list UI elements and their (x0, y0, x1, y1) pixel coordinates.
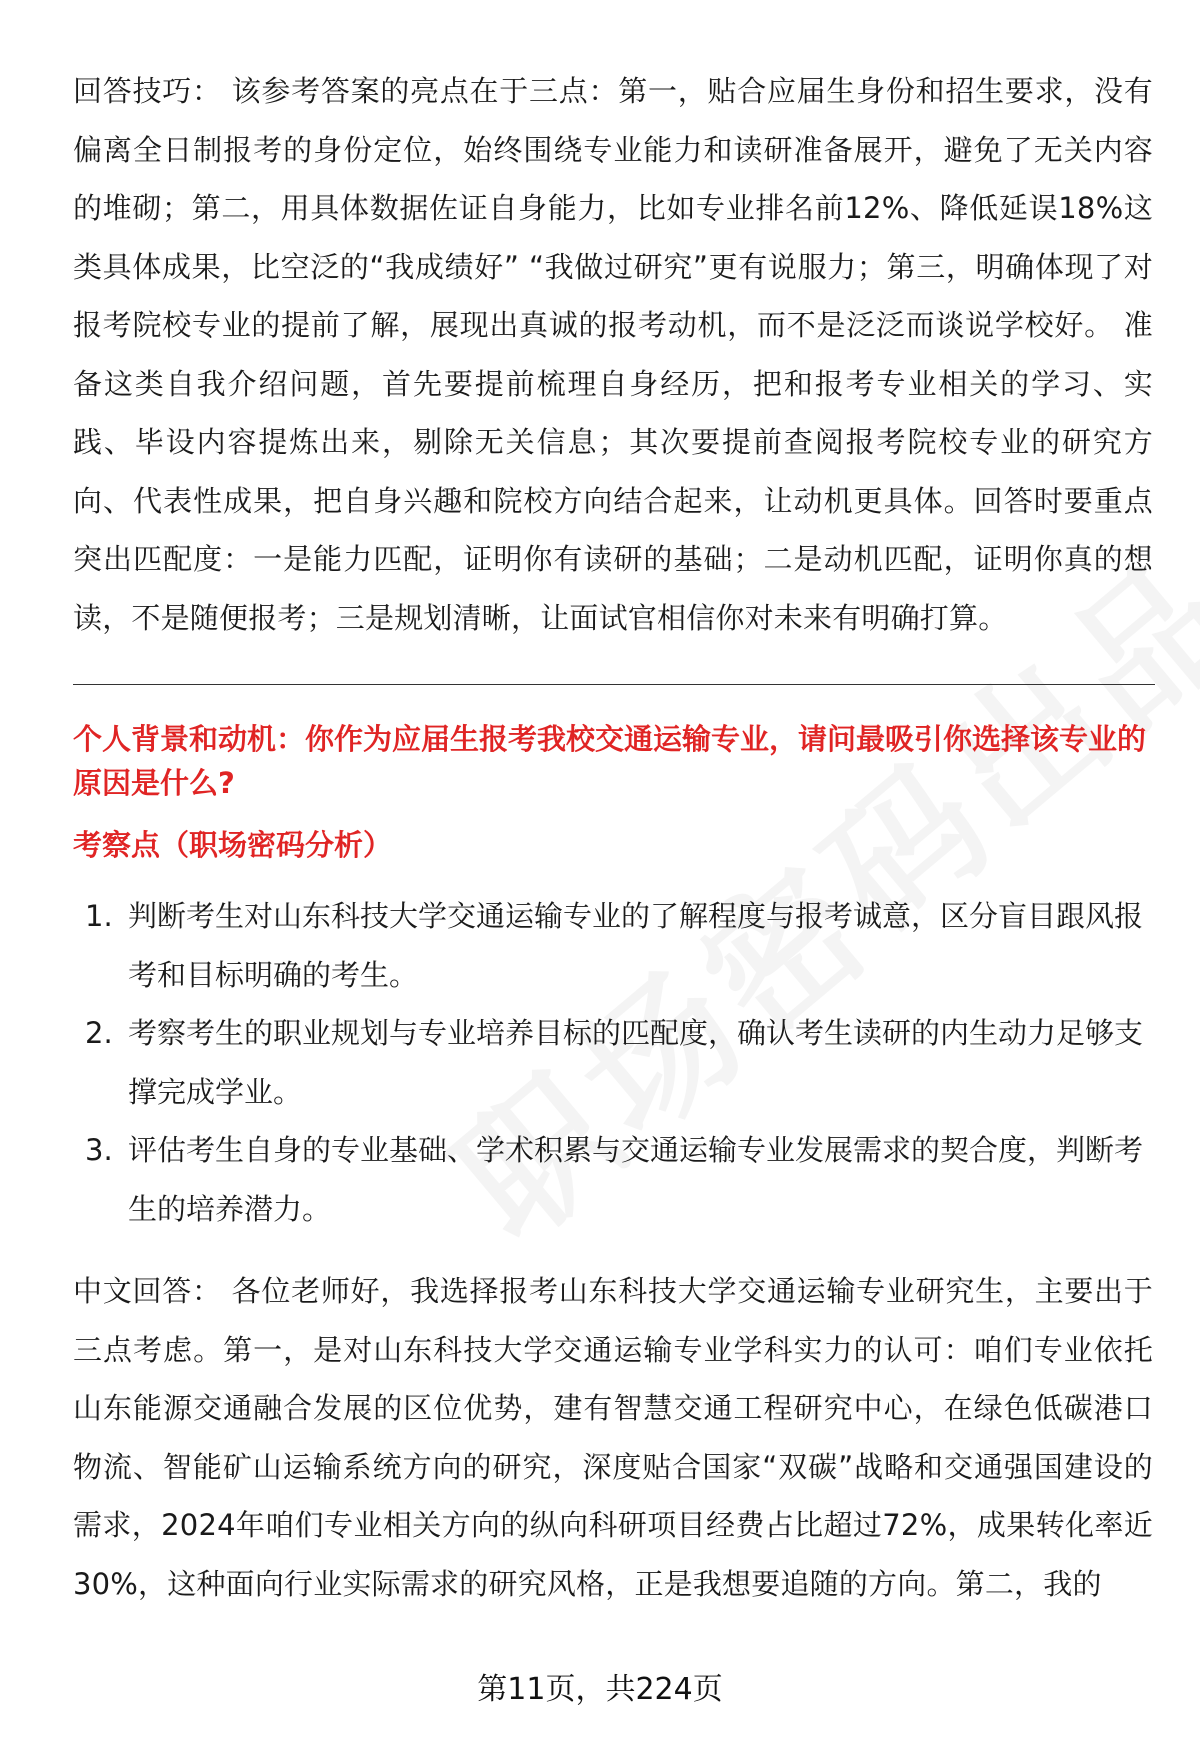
list-item (73, 887, 1153, 1004)
list-item-number: 1. (85, 899, 113, 933)
content (73, 62, 1153, 1613)
list-item (73, 1121, 1153, 1238)
answer-text: 各位老师好，我选择报考山东科技大学交通运输专业研究生，主要出于三点考虑。第一，是对山东科技大学交通运输专业学科实力的认可：咱们专业依托山东能源交通融合发展的区位优势，建有智慧交通工程研究中心，在绿色低碳港口物流、智能矿山运输系统方向的研究，深度贴合国家“双碳”战略和交通强国建设的需求，2024年咱们专业相关方向的纵向科研项目经费占比超过72%，成果转化率近30%，这种面向行业实际需求的研究风格，正是我想要追随的方向。第二，我的 (73, 1274, 1153, 1601)
list-item-number: 3. (85, 1133, 113, 1167)
answer-label: 中文回答： (73, 1274, 222, 1308)
tips-label: 回答技巧： (73, 74, 222, 108)
exam-points-list (73, 887, 1153, 1238)
list-item (73, 1004, 1153, 1121)
tips-text: 该参考答案的亮点在于三点：第一，贴合应届生身份和招生要求，没有偏离全日制报考的身份定位，始终围绕专业能力和读研准备展开，避免了无关内容的堆砌；第二，用具体数据佐证自身能力，比如专业排名前12%、降低延误18%这类具体成果，比空泛的“我成绩好” “我做过研究”更有说服力；第三，明确体现了对报考院校专业的提前了解，展现出真诚的报考动机，而不是泛泛而谈说学校好。 准备这类自我介绍问题，首先要提前梳理自身经历，把和报考专业相关的学习、实践、毕设内容提炼出来，剔除无关信息；其次要提前查阅报考院校专业的研究方向、代表性成果，把自身兴趣和院校方向结合起来，让动机更具体。回答时要重点突出匹配度：一是能力匹配，证明你有读研的基础；二是动机匹配，证明你真的想读，不是随便报考；三是规划清晰，让面试官相信你对未来有明确打算。 (73, 74, 1153, 635)
question-heading: 个人背景和动机：你作为应届生报考我校交通运输专业，请问最吸引你选择该专业的原因是什么? (73, 722, 1147, 800)
list-item-text: 判断考生对山东科技大学交通运输专业的了解程度与报考诚意，区分盲目跟风报考和目标明确的考生。 (128, 899, 1144, 992)
answer-paragraph (73, 1262, 1153, 1613)
list-item-text: 评估考生自身的专业基础、学术积累与交通运输专业发展需求的契合度，判断考生的培养潜力。 (128, 1133, 1144, 1226)
exam-points-heading: 考察点（职场密码分析） (73, 828, 393, 862)
list-item-text: 考察考生的职业规划与专业培养目标的匹配度，确认考生读研的内生动力足够支撑完成学业。 (128, 1016, 1144, 1109)
section-divider (73, 684, 1155, 685)
list-item-number: 2. (85, 1016, 113, 1050)
page-number-footer: 第11页，共224页 (477, 1672, 723, 1707)
tips-paragraph (73, 62, 1153, 647)
